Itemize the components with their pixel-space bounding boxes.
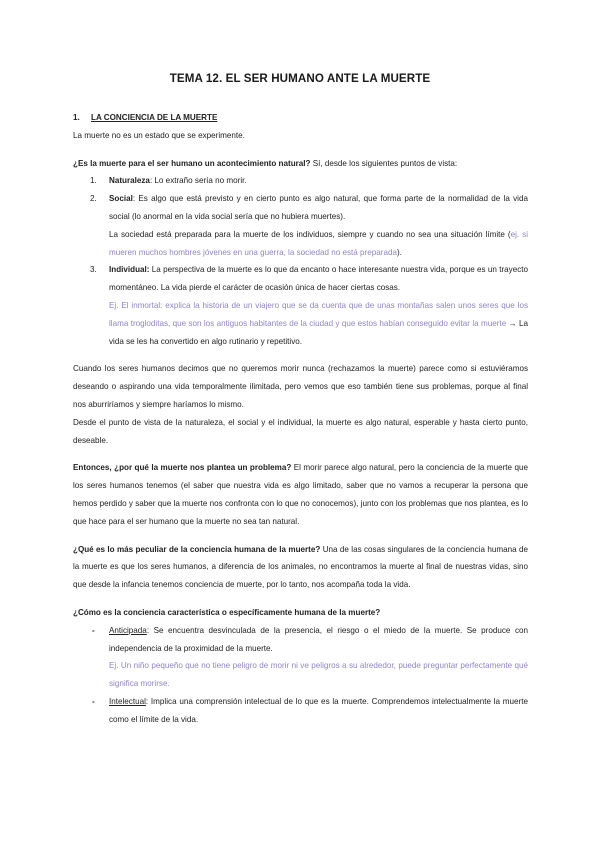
list-number: 2. xyxy=(90,194,97,204)
dash-label: Intelectual xyxy=(109,696,146,706)
dash-bullet: - xyxy=(92,696,95,706)
list-number: 1. xyxy=(90,176,97,186)
social-extra-post: ). xyxy=(396,247,402,257)
list-label: Naturaleza xyxy=(109,176,150,186)
dash-bullet: - xyxy=(92,625,95,635)
question-natural-bold: ¿Es la muerte para el ser humano un acontecimiento natural? xyxy=(73,158,311,168)
dash-label: Anticipada xyxy=(109,625,147,635)
individual-example xyxy=(73,297,528,350)
social-extra xyxy=(73,226,528,262)
individual-example-rest: La vida se les ha convertido en algo rutinario y repetitivo. xyxy=(109,318,529,346)
question-problem xyxy=(73,459,528,530)
dash-item xyxy=(73,622,528,658)
individual-example-text: Ej. El inmortal: explica la historia de un viajero que se da cuenta que de unas montañas salen unos seres que los llama trogloditas, que son los antiguos habitantes de la ciudad y que estos habían conseguido evitar la muerte xyxy=(109,300,528,328)
list-number: 3. xyxy=(90,265,97,275)
dash-text: : Se encuentra desvinculada de la presencia, el riesgo o el miedo de la muerte. Se produce con independencia de la proximidad de la muerte. xyxy=(109,625,528,653)
list-label: Individual: xyxy=(109,265,150,275)
question-peculiar xyxy=(73,541,528,594)
page-title: TEMA 12. EL SER HUMANO ANTE LA MUERTE xyxy=(169,72,431,85)
question-characteristic: ¿Cómo es la conciencia característica o específicamente humana de la muerte? xyxy=(73,607,381,617)
intro-paragraph: La muerte no es un estado que se experimente. xyxy=(73,130,245,140)
section-number: 1. xyxy=(73,113,80,122)
question-peculiar-bold: ¿Qué es lo más peculiar de la conciencia humana de la muerte? xyxy=(73,544,321,554)
section-title: LA CONCIENCIA DE LA MUERTE xyxy=(91,113,218,122)
list-text: : Lo extraño sería no morir. xyxy=(149,176,247,186)
list-text: : Es algo que está previsto y en cierto punto es algo natural, que forma parte de la normalidad de la vida social (lo anormal en la vida social sería que no hubiera muertes). xyxy=(109,194,528,221)
anticipada-example: Ej. Un niño pequeño que no tiene peligro de morir ni ve peligros a su alrededor, puede preguntar perfectamente qué significa morirse. xyxy=(109,661,528,689)
list-item xyxy=(73,172,528,190)
question-peculiar-rest: Una de las cosas singulares de la conciencia humana de la muerte es que los seres humanos, a diferencia de los animales, no encontramos la muerte al final de nuestras vidas, sino que desde la infancia tenemos conciencia de muerte, por lo tanto, nos acompaña toda la vida. xyxy=(73,544,528,590)
question-problem-rest: El morir parece algo natural, pero la conciencia de la muerte que los seres humanos tenemos (el saber que nuestra vida es algo limitado, saber que no vamos a recuperar la persona que hemos perdido y saber que la muerte nos confronta con lo que no conocemos), junto con los problemas que nos plantea, es lo que hace para el ser humano que la muerte no sea tan natural. xyxy=(73,463,528,526)
dash-text: : Implica una comprensión intelectual de lo que es la muerte. Comprendemos intelectualmente la muerte como el límite de la vida. xyxy=(109,696,528,724)
paragraph: Desde el punto de vista de la naturaleza, el social y el individual, la muerte es algo natural, esperable y hasta cierto punto, deseable. xyxy=(73,417,528,445)
document-body xyxy=(73,109,528,729)
list-item xyxy=(73,261,528,297)
question-problem-bold: Entonces, ¿por qué la muerte nos plantea un problema? xyxy=(73,463,292,473)
social-extra-example: ej. si mueren muchos hombres jóvenes en una guerra, la sociedad no está preparada xyxy=(109,229,528,257)
arrow-glyph: → xyxy=(506,318,519,328)
social-extra-pre: La sociedad está preparada para la muerte de los individuos, siempre y cuando no sea una situación límite ( xyxy=(109,229,511,239)
list-item xyxy=(73,190,528,226)
list-label: Social xyxy=(109,194,133,204)
question-natural xyxy=(73,155,528,173)
question-natural-rest: Sí, desde los siguientes puntos de vista: xyxy=(310,158,458,168)
section-heading xyxy=(73,109,528,127)
list-text: La perspectiva de la muerte es lo que da encanto o hace interesante nuestra vida, porque es un trayecto momentáneo. La vida pierde el carácter de ocasión única de hacer ciertas cosas. xyxy=(109,265,528,293)
paragraph: Cuando los seres humanos decimos que no queremos morir nunca (rechazamos la muerte) parece como si estuviéramos deseando o aspirando una vida temporalmente ilimitada, pero vemos que eso también tiene sus problemas, porque al final nos aburriríamos y siempre haríamos lo mismo. xyxy=(73,364,528,409)
dash-item xyxy=(73,693,528,729)
